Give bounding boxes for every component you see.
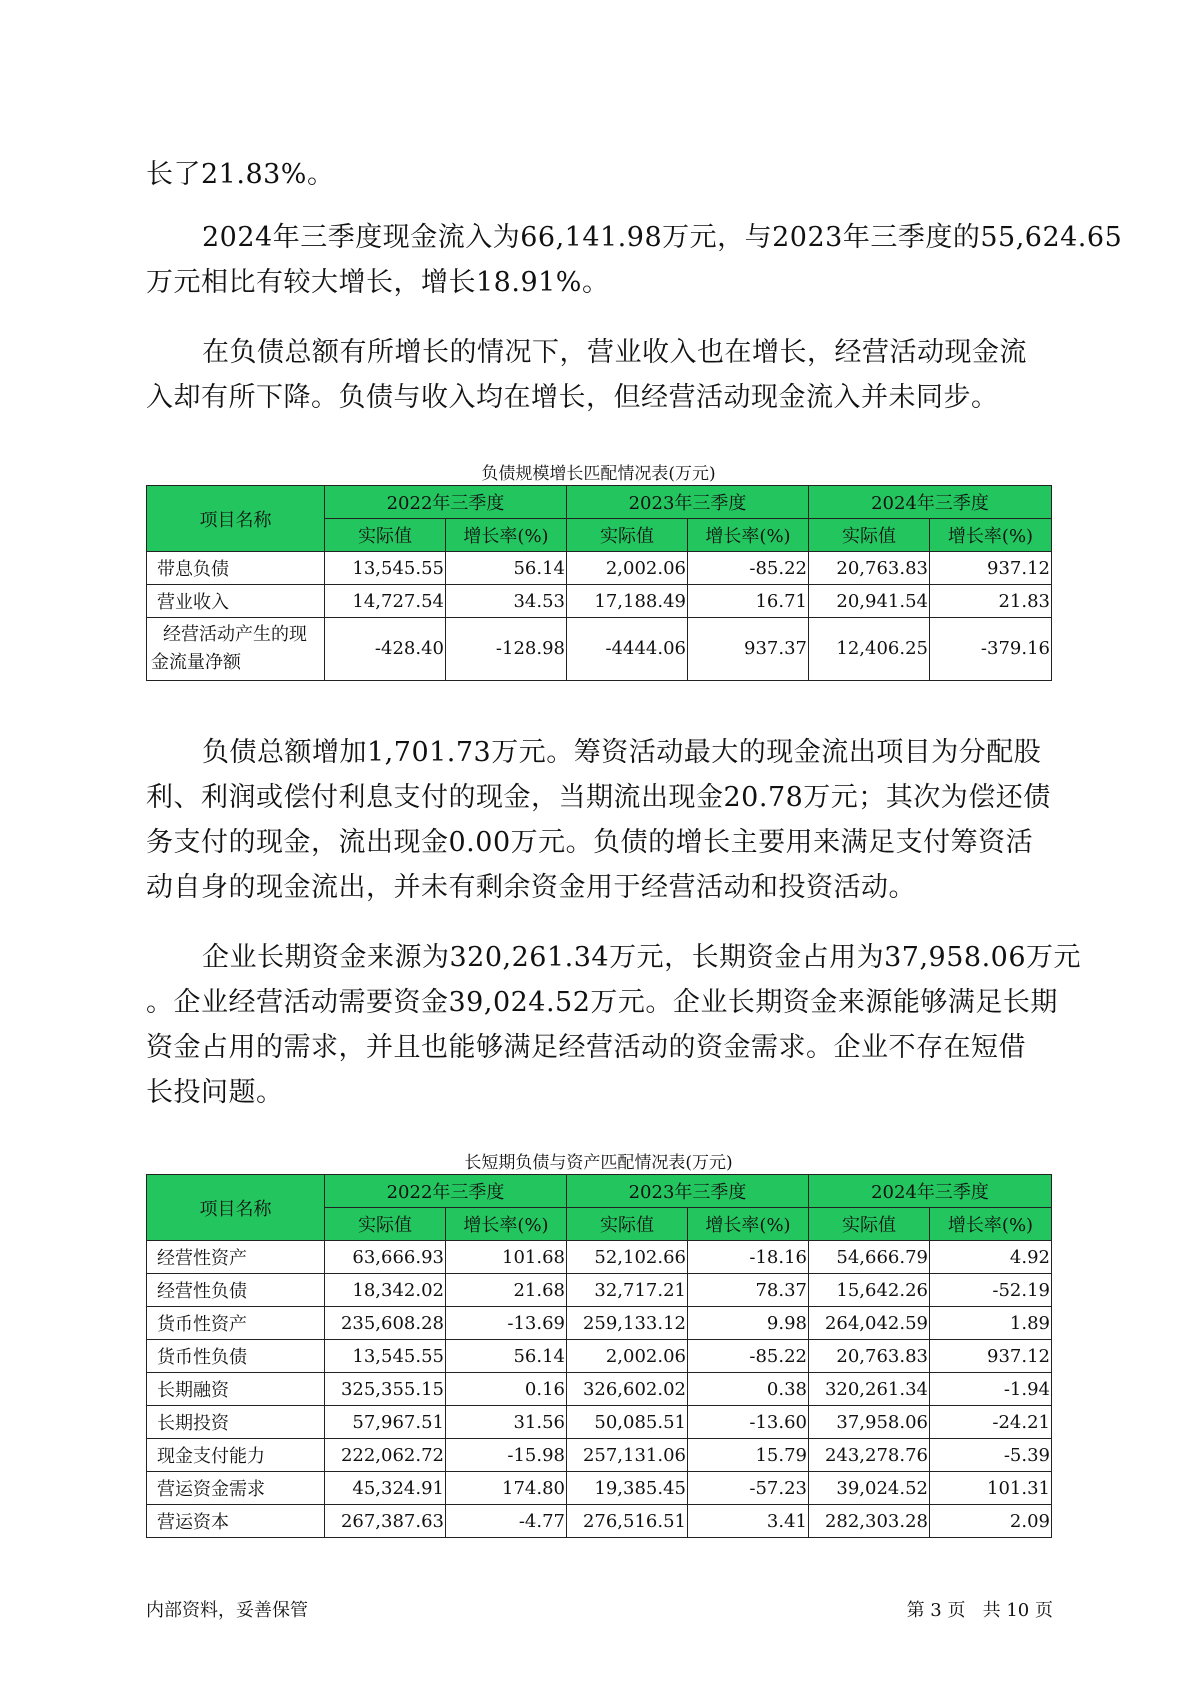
row-label: 长期投资	[147, 1406, 325, 1439]
debt-growth-table	[146, 485, 1052, 681]
paragraph-4	[146, 730, 1056, 910]
cell-value: 57,967.51	[325, 1406, 446, 1439]
row-label: 营运资金需求	[147, 1472, 325, 1505]
cell-value: 325,355.15	[325, 1373, 446, 1406]
cell-value: 32,717.21	[567, 1274, 688, 1307]
header-period: 2023年三季度	[567, 1175, 809, 1208]
table-row	[147, 552, 1052, 585]
text-line: 务支付的现金，流出现金0.00万元。负债的增长主要用来满足支付筹资活	[146, 827, 1034, 858]
row-label: 现金支付能力	[147, 1439, 325, 1472]
cell-value: 54,666.79	[809, 1241, 930, 1274]
cell-value: 235,608.28	[325, 1307, 446, 1340]
table-row	[147, 618, 1052, 681]
table-row	[147, 585, 1052, 618]
cell-value: 16.71	[688, 585, 809, 618]
row-label: 长期融资	[147, 1373, 325, 1406]
cell-value: -13.60	[688, 1406, 809, 1439]
cell-value: 18,342.02	[325, 1274, 446, 1307]
header-item-name: 项目名称	[147, 486, 325, 552]
cell-value: 39,024.52	[809, 1472, 930, 1505]
cell-value: -428.40	[325, 618, 446, 681]
cell-value: 174.80	[446, 1472, 567, 1505]
table-row	[147, 1373, 1052, 1406]
cell-value: -57.23	[688, 1472, 809, 1505]
asset-liability-match-table	[146, 1174, 1052, 1538]
text-line: 动自身的现金流出，并未有剩余资金用于经营活动和投资活动。	[146, 872, 916, 903]
header-growth: 增长率(%)	[446, 519, 567, 552]
cell-value: -85.22	[688, 552, 809, 585]
cell-value: -18.16	[688, 1241, 809, 1274]
header-actual: 实际值	[809, 1208, 930, 1241]
cell-value: 326,602.02	[567, 1373, 688, 1406]
cell-value: 4.92	[930, 1241, 1052, 1274]
table-caption: 长短期负债与资产匹配情况表(万元)	[464, 1153, 733, 1173]
text-line: 万元相比有较大增长，增长18.91%。	[146, 267, 610, 298]
cell-value: 50,085.51	[567, 1406, 688, 1439]
cell-value: 2,002.06	[567, 1340, 688, 1373]
cell-value: 78.37	[688, 1274, 809, 1307]
text-line: 。企业经营活动需要资金39,024.52万元。企业长期资金来源能够满足长期	[146, 987, 1058, 1018]
cell-value: 2,002.06	[567, 552, 688, 585]
cell-value: 37,958.06	[809, 1406, 930, 1439]
header-growth: 增长率(%)	[446, 1208, 567, 1241]
cell-value: 243,278.76	[809, 1439, 930, 1472]
cell-value: 937.12	[930, 1340, 1052, 1373]
header-growth: 增长率(%)	[930, 519, 1052, 552]
cell-value: -15.98	[446, 1439, 567, 1472]
text-line: 在负债总额有所增长的情况下，营业收入也在增长，经营活动现金流	[202, 337, 1027, 368]
cell-value: 52,102.66	[567, 1241, 688, 1274]
cell-value: -128.98	[446, 618, 567, 681]
header-period: 2024年三季度	[809, 486, 1052, 519]
cell-value: 0.38	[688, 1373, 809, 1406]
text-line: 入却有所下降。负债与收入均在增长，但经营活动现金流入并未同步。	[146, 382, 999, 413]
cell-value: 12,406.25	[809, 618, 930, 681]
row-label-line: 金流量净额	[151, 652, 241, 673]
cell-value: 2.09	[930, 1505, 1052, 1538]
row-label: 带息负债	[147, 552, 325, 585]
cell-value: 20,941.54	[809, 585, 930, 618]
cell-value: 56.14	[446, 1340, 567, 1373]
cell-value: 56.14	[446, 552, 567, 585]
paragraph-5	[146, 935, 1082, 1115]
row-label: 货币性负债	[147, 1340, 325, 1373]
table-row	[147, 1274, 1052, 1307]
cell-value: 0.16	[446, 1373, 567, 1406]
cell-value: 101.68	[446, 1241, 567, 1274]
header-period: 2022年三季度	[325, 486, 567, 519]
cell-value: 320,261.34	[809, 1373, 930, 1406]
cell-value: 282,303.28	[809, 1505, 930, 1538]
header-growth: 增长率(%)	[688, 519, 809, 552]
cell-value: 101.31	[930, 1472, 1052, 1505]
row-label-line: 经营活动产生的现	[163, 624, 307, 645]
cell-value: -24.21	[930, 1406, 1052, 1439]
header-actual: 实际值	[325, 519, 446, 552]
header-growth: 增长率(%)	[930, 1208, 1052, 1241]
row-label	[147, 618, 325, 681]
cell-value: 14,727.54	[325, 585, 446, 618]
header-period: 2024年三季度	[809, 1175, 1052, 1208]
cell-value: -85.22	[688, 1340, 809, 1373]
cell-value: 15.79	[688, 1439, 809, 1472]
cell-value: 13,545.55	[325, 1340, 446, 1373]
cell-value: -52.19	[930, 1274, 1052, 1307]
cell-value: 259,133.12	[567, 1307, 688, 1340]
cell-value: 3.41	[688, 1505, 809, 1538]
cell-value: 20,763.83	[809, 1340, 930, 1373]
header-period: 2023年三季度	[567, 486, 809, 519]
table-caption: 负债规模增长匹配情况表(万元)	[481, 464, 716, 484]
table-row	[147, 1340, 1052, 1373]
text-line: 资金占用的需求，并且也能够满足经营活动的资金需求。企业不存在短借	[146, 1032, 1026, 1063]
row-label: 经营性资产	[147, 1241, 325, 1274]
cell-value: 20,763.83	[809, 552, 930, 585]
row-label: 营运资本	[147, 1505, 325, 1538]
table-row	[147, 1505, 1052, 1538]
row-label: 营业收入	[147, 585, 325, 618]
cell-value: 31.56	[446, 1406, 567, 1439]
cell-value: 264,042.59	[809, 1307, 930, 1340]
text-line: 长了21.83%。	[146, 159, 335, 190]
table-row	[147, 1472, 1052, 1505]
paragraph-1	[146, 152, 1056, 197]
cell-value: 19,385.45	[567, 1472, 688, 1505]
header-item-name: 项目名称	[147, 1175, 325, 1241]
text-line: 负债总额增加1,701.73万元。筹资活动最大的现金流出项目为分配股	[202, 737, 1042, 768]
table-row	[147, 1406, 1052, 1439]
footer-page-number: 第 3 页 共 10 页	[906, 1600, 1053, 1621]
paragraph-3	[146, 330, 1056, 420]
table-row	[147, 1439, 1052, 1472]
cell-value: 21.68	[446, 1274, 567, 1307]
cell-value: 13,545.55	[325, 552, 446, 585]
header-period: 2022年三季度	[325, 1175, 567, 1208]
header-growth: 增长率(%)	[688, 1208, 809, 1241]
header-actual: 实际值	[325, 1208, 446, 1241]
cell-value: 222,062.72	[325, 1439, 446, 1472]
cell-value: 15,642.26	[809, 1274, 930, 1307]
header-actual: 实际值	[567, 519, 688, 552]
cell-value: -1.94	[930, 1373, 1052, 1406]
header-actual: 实际值	[567, 1208, 688, 1241]
cell-value: 937.37	[688, 618, 809, 681]
cell-value: 257,131.06	[567, 1439, 688, 1472]
footer-confidential-note: 内部资料，妥善保管	[146, 1600, 308, 1621]
table-row	[147, 1307, 1052, 1340]
cell-value: -4444.06	[567, 618, 688, 681]
text-line: 长投问题。	[146, 1077, 284, 1108]
cell-value: 34.53	[446, 585, 567, 618]
cell-value: -13.69	[446, 1307, 567, 1340]
text-line: 利、利润或偿付利息支付的现金，当期流出现金20.78万元；其次为偿还债	[146, 782, 1051, 813]
cell-value: 1.89	[930, 1307, 1052, 1340]
cell-value: 267,387.63	[325, 1505, 446, 1538]
cell-value: -5.39	[930, 1439, 1052, 1472]
cell-value: 63,666.93	[325, 1241, 446, 1274]
cell-value: 17,188.49	[567, 585, 688, 618]
cell-value: 937.12	[930, 552, 1052, 585]
text-line: 2024年三季度现金流入为66,141.98万元，与2023年三季度的55,624.65	[202, 222, 1123, 253]
header-actual: 实际值	[809, 519, 930, 552]
cell-value: 21.83	[930, 585, 1052, 618]
paragraph-2	[146, 215, 1123, 305]
cell-value: -379.16	[930, 618, 1052, 681]
table-row	[147, 1241, 1052, 1274]
cell-value: 45,324.91	[325, 1472, 446, 1505]
row-label: 经营性负债	[147, 1274, 325, 1307]
cell-value: 9.98	[688, 1307, 809, 1340]
cell-value: 276,516.51	[567, 1505, 688, 1538]
cell-value: -4.77	[446, 1505, 567, 1538]
text-line: 企业长期资金来源为320,261.34万元，长期资金占用为37,958.06万元	[202, 942, 1082, 973]
row-label: 货币性资产	[147, 1307, 325, 1340]
